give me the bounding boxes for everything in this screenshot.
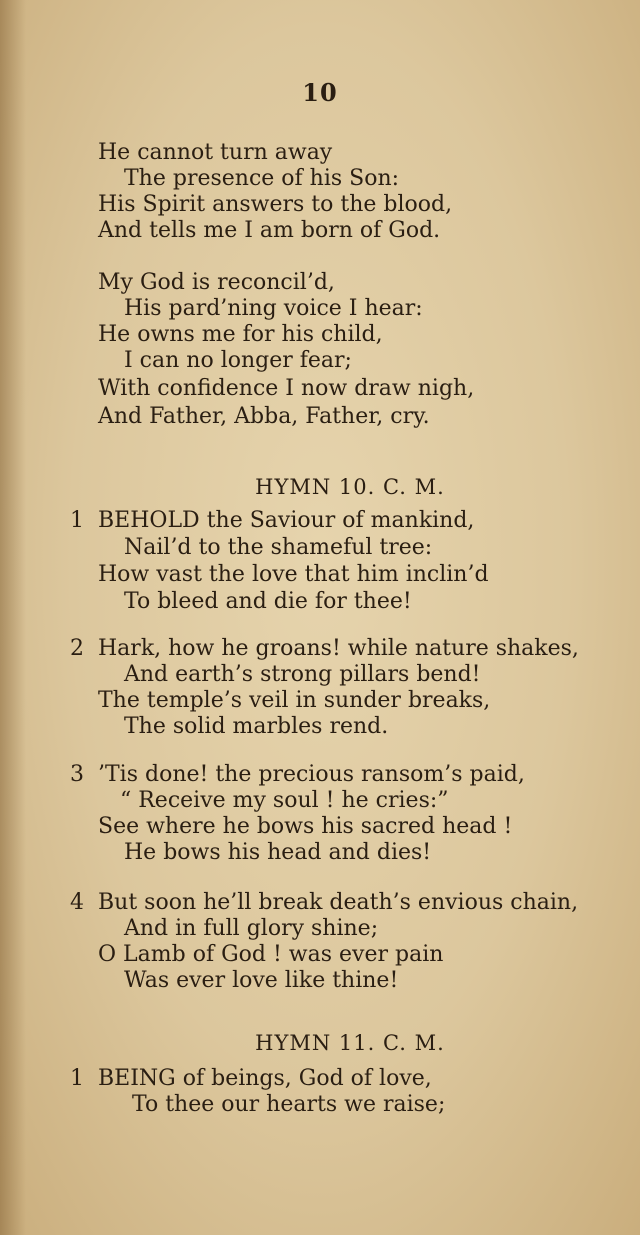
verse-line: He owns me for his child, (98, 322, 383, 347)
verse-line: His Spirit answers to the blood, (98, 192, 453, 217)
verse-line: With confidence I now draw nigh, (98, 376, 475, 401)
hymn-10-heading: HYMN 10. C. M. (255, 475, 445, 499)
verse-line: “ Receive my soul ! he cries:” (120, 788, 449, 813)
verse-line: O Lamb of God ! was ever pain (98, 942, 444, 967)
verse-line: And Father, Abba, Father, cry. (98, 404, 430, 429)
verse-line: BEHOLD the Saviour of mankind, (98, 508, 475, 533)
stanza-number: 2 (70, 636, 84, 661)
verse-line: Hark, how he groans! while nature shakes, (98, 636, 579, 661)
verse-line: To bleed and die for thee! (124, 589, 412, 614)
verse-line: His pard’ning voice I hear: (124, 296, 423, 321)
verse-line: Was ever love like thine! (124, 968, 399, 993)
verse-line: My God is reconcil’d, (98, 270, 335, 295)
verse-line: BEING of beings, God of love, (98, 1066, 432, 1091)
verse-line: The presence of his Son: (124, 166, 400, 191)
verse-line: And earth’s strong pillars bend! (124, 662, 481, 687)
verse-line: The temple’s veil in sunder breaks, (98, 688, 491, 713)
verse-line: And tells me I am born of God. (98, 218, 441, 243)
verse-line: He cannot turn away (98, 140, 333, 165)
verse-line: ’Tis done! the precious ransom’s paid, (98, 762, 525, 787)
verse-line: And in full glory shine; (124, 916, 379, 941)
page-number: 10 (302, 78, 338, 107)
stanza-number: 1 (70, 1066, 84, 1091)
verse-line: Nail’d to the shameful tree: (124, 535, 433, 560)
verse-line: I can no longer fear; (124, 348, 352, 373)
verse-line: The solid marbles rend. (124, 714, 389, 739)
hymn-11-heading: HYMN 11. C. M. (255, 1031, 445, 1055)
stanza-number: 1 (70, 508, 84, 533)
verse-line: See where he bows his sacred head ! (98, 814, 513, 839)
stanza-number: 4 (70, 890, 84, 915)
verse-line: How vast the love that him inclin’d (98, 562, 489, 587)
verse-line: He bows his head and dies! (124, 840, 432, 865)
verse-line: To thee our hearts we raise; (132, 1092, 446, 1117)
verse-line: But soon he’ll break death’s envious chain, (98, 890, 579, 915)
stanza-number: 3 (70, 762, 84, 787)
